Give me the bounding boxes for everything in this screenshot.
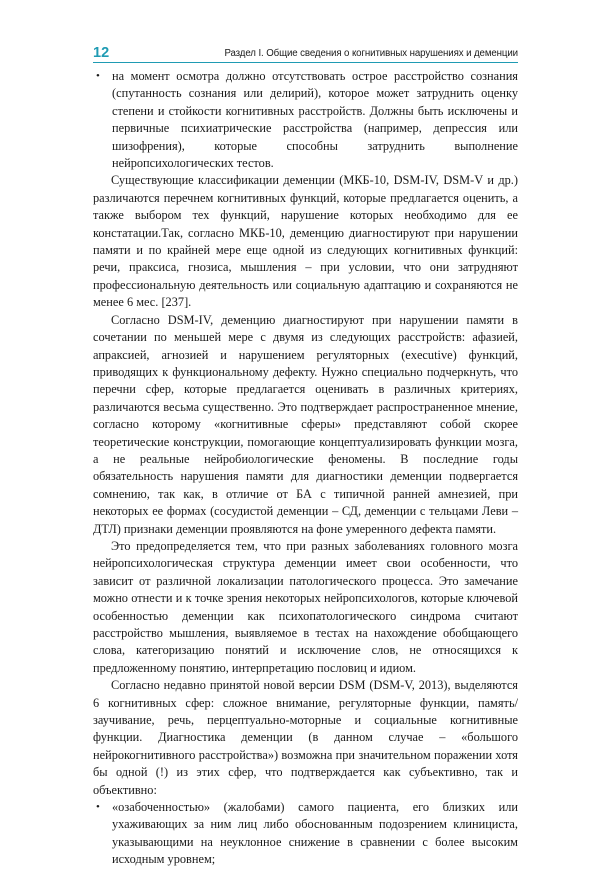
paragraph: Согласно недавно принятой новой версии DSM (DSM-V, 2013), выделяются 6 когнитивных сфер: сложное внимание, регуляторные функции, память/заучивание, речь, перцептуально-моторные и социальные когнитивные функции. Диагностика деменции (в данном случае – «большого нейрокогнитивного расстройства») возможна при значительном поражении хотя бы одной (!) из этих сфер, что подтверждается как субъективно, так и объективно: xyxy=(93,678,518,797)
page-header xyxy=(93,40,518,60)
bullet-marker: • xyxy=(96,70,100,82)
bullet-item xyxy=(93,799,518,869)
paragraph: Согласно DSM-IV, деменцию диагностируют при нарушении памяти в сочетании по меньшей мере с двумя из следующих расстройств: афазией, апраксией, агнозией и нарушением регуляторных (executive) функций, приводящих к функциональному дефекту. Нужно специально подчеркнуть, что перечни сфер, которые предлагается оценивать в различных критериях, различаются весьма существенно. Это подтверждает распространенное мнение, согласно которому «когнитивные сферы» представляют собой скорее теоретические конструкции, помогающие концептуализировать функции мозга, а не реальные нейробиологические феномены. В последние годы обязательность нарушения памяти для диагностики деменции подвергается сомнению, так как, в отличие от БА с типичной ранней амнезией, при некоторых ее формах (сосудистой деменции – СД, деменции с тельцами Леви – ДТЛ) признаки деменции проявляются на фоне умеренного дефекта памяти. xyxy=(93,312,518,536)
paragraph: Существующие классификации деменции (МКБ-10, DSM-IV, DSM-V и др.) различаются перечнем когнитивных функций, которые предлагается оценить, а также выбором тех функций, нарушение которых необходимо для ее констатации.Так, согласно МКБ-10, деменцию диагностируют при нарушении памяти и по крайней мере еще одной из следующих когнитивных функций: речи, праксиса, гнозиса, мышления – при условии, что они затрудняют профессиональную деятельность или социальную адаптацию и сохраняются не менее 6 мес. [237]. xyxy=(93,173,518,310)
paragraph: Это предопределяется тем, что при разных заболеваниях головного мозга нейропсихологическая структура деменции имеет свои особенности, что зависит от различной локализации патологического процесса. Это замечание можно отнести и к точке зрения некоторых нейропсихологов, которые ключевой особенностью деменции как психопатологического синдрома считают расстройство мышления, выявляемое в тестах на нахождение обобщающего слова, категоризацию понятий и исключение слов, не относящихся к предложенному понятию, интерпретацию пословиц и идиом. xyxy=(93,538,518,675)
bullet-text: «озабоченностью» (жалобами) самого пациента, его близких или ухаживающих за ним лиц либо обоснованным подозрением клинициста, указывающими на неуклонное снижение в сравнении с более высоким исходным уровнем; xyxy=(112,800,518,867)
body-text xyxy=(93,68,518,869)
page-number: 12 xyxy=(93,44,110,61)
running-head: Раздел I. Общие сведения о когнитивных нарушениях и деменции xyxy=(224,48,518,60)
bullet-text: на момент осмотра должно отсутствовать острое расстройство сознания (спутанность сознания или делирий), которое может затруднить оценку степени и стойкости когнитивных расстройств. Должны быть исключены и первичные психиатрические расстройства (например, депрессия или шизофрения), которые способны затруднить выполнение нейропсихологических тестов. xyxy=(112,69,518,171)
bullet-marker: • xyxy=(96,801,100,814)
header-divider xyxy=(93,62,518,63)
bullet-item xyxy=(93,68,518,172)
